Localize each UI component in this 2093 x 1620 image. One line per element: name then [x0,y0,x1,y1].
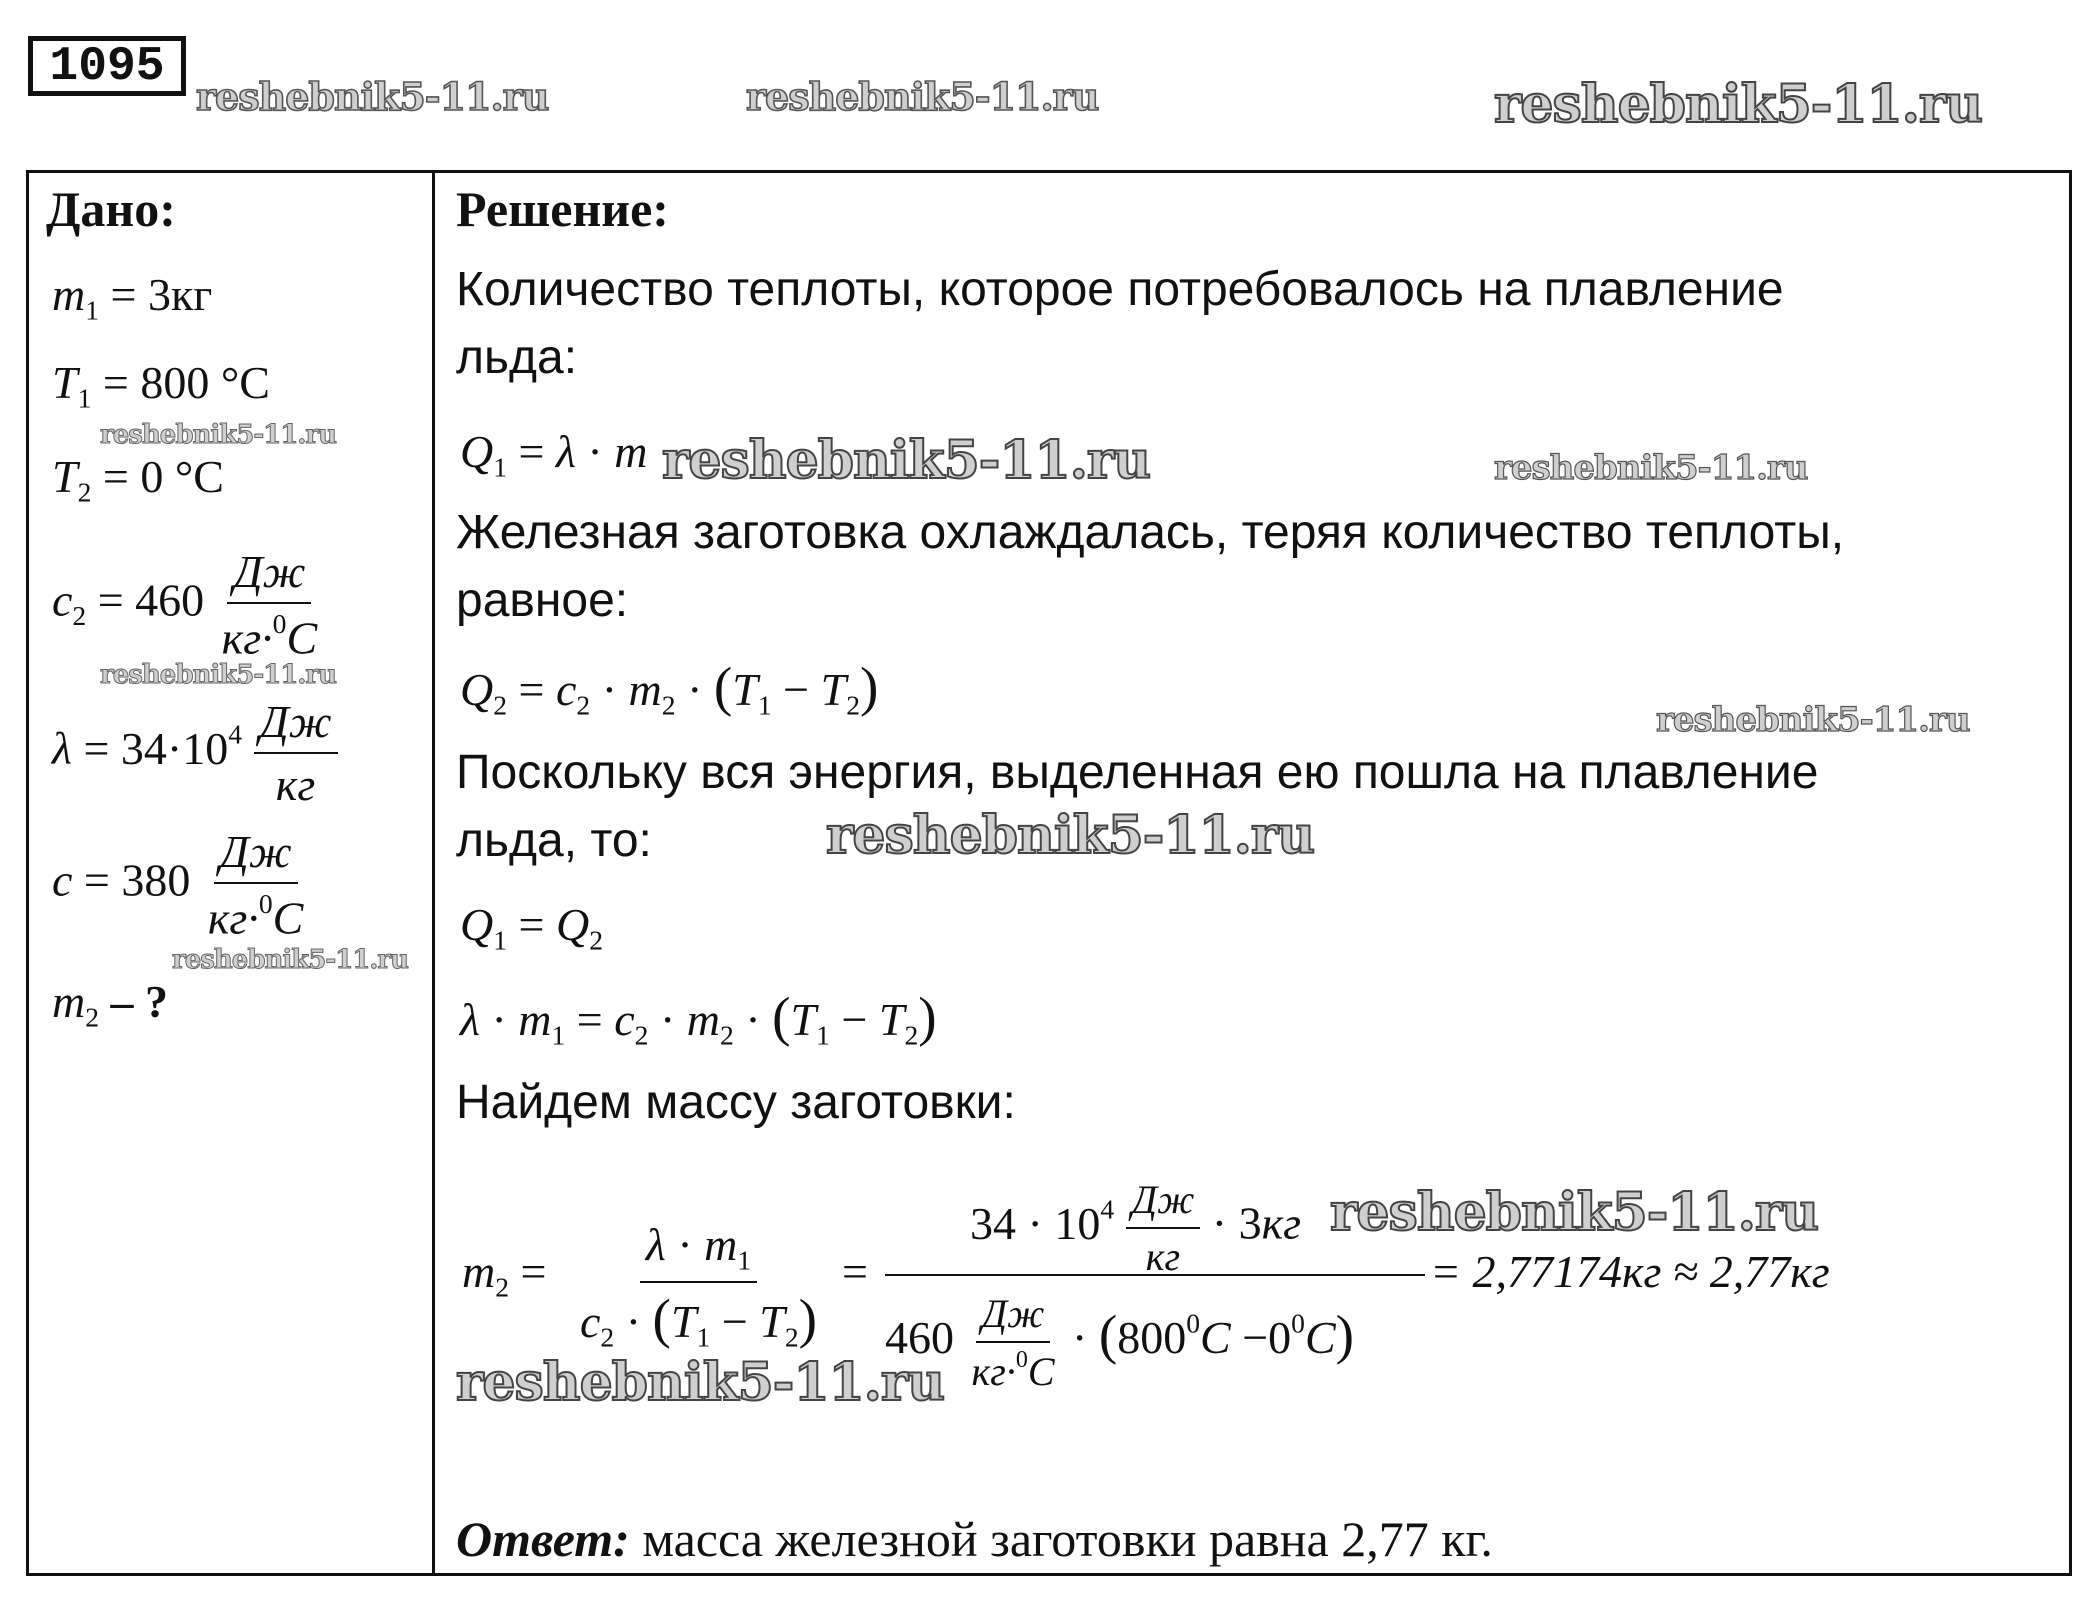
given-m1: $m_1 = 3кг$ [52,269,213,326]
formula-q2: $Q_2 = c_2 \cdot m_2 \cdot (T_1 - T_2)$ [460,656,879,721]
solution-text-3b: льда, то: [456,814,652,867]
watermark: reshebnik5-11.ru [1494,448,1808,488]
solution-text-3a: Поскольку вся энергия, выделенная ею пошла на плавление [456,746,1819,799]
given-t2: $T_2 = 0$ °C [52,451,224,508]
solution-text-2a: Железная заготовка охлаждалась, теряя количество теплоты, [456,506,1845,559]
equals-sign: = [842,1246,868,1297]
unit-numerator: Дж [214,825,298,884]
problem-number: 1095 [28,36,186,96]
formula-balance: $\lambda \cdot m_1 = c_2 \cdot m_2 \cdot (T_1 - T_2)$ [460,986,937,1051]
formula-q1: $Q_1 = \lambda \cdot m$ [460,426,648,483]
solution-text-4: Найдем массу заготовки: [456,1076,1016,1129]
given-m1-value: = 3кг [110,269,213,320]
watermark: reshebnik5-11.ru [100,660,337,690]
main-numerator: $34 \cdot 10^4$ $\frac{Дж}{кг}$ · 3кг [970,1177,1302,1279]
solution-text-1b: льда: [456,331,578,384]
unit-fraction [202,825,309,945]
given-c2: $c_2 = 460$ $\frac{Дж}{кг\cdot^0C}$ [52,545,323,665]
formula-q-equal: $Q_1 = Q_2$ [460,899,604,956]
solution-heading: Решение: [456,181,669,237]
solution-text-2b: равное: [456,574,629,627]
answer-text: масса железной заготовки равна 2,77 кг. [629,1511,1493,1567]
unit-c: C [286,612,318,664]
given-t1: $T_1 = 800$ °C [52,357,270,414]
given-t2-value: = 0 °C [102,451,224,502]
result-value: = 2,77174кг ≈ 2,77кг [1430,1246,1830,1297]
degree-sup: 0 [272,608,287,639]
unit-kg: кг· [207,892,259,944]
unit-numerator: Дж [254,695,338,754]
given-heading: Дано: [46,181,176,237]
solution-text-1a: Количество теплоты, которое потребовалось на плавление [456,263,1784,316]
watermark: reshebnik5-11.ru [1494,74,1983,135]
answer-label: Ответ: [456,1511,630,1567]
watermark: reshebnik5-11.ru [1330,1182,1819,1243]
unit-c: C [272,892,304,944]
unit-fraction [216,545,323,665]
unit-denominator: кг [275,759,316,810]
lambda-mantissa: = 34·10 [83,722,229,774]
watermark: reshebnik5-11.ru [746,74,1099,119]
watermark: reshebnik5-11.ru [172,945,409,975]
lambda-exponent: 4 [228,717,242,749]
unit-numerator: Дж [227,545,311,604]
given-t1-value: = 800 °C [102,357,270,408]
given-find [52,975,168,1034]
given-c-value: = 380 [83,854,191,906]
unit-denominator [202,884,309,945]
unit-fraction [254,695,338,811]
watermark: reshebnik5-11.ru [662,430,1151,491]
watermark: reshebnik5-11.ru [456,1352,945,1413]
given-c: c = 380 $\frac{Дж}{кг\cdot^0C}$ [52,825,309,945]
watermark: reshebnik5-11.ru [826,805,1315,866]
find-question: – ? [99,976,169,1027]
find-var: m [52,976,86,1027]
given-c2-value: = 460 [97,574,205,626]
find-sub: 2 [85,1001,100,1033]
degree-sup: 0 [258,888,273,919]
watermark: reshebnik5-11.ru [100,420,337,450]
main-denominator: 460 $\frac{Дж}{кг\cdot^0C}$ · $(800^0C -0^0C)$ [885,1291,1355,1394]
watermark: reshebnik5-11.ru [196,74,549,119]
formula-m2-lhs: $m_2$ = [462,1246,547,1303]
watermark: reshebnik5-11.ru [1656,700,1970,740]
column-divider [432,170,435,1576]
answer-line [456,1510,1493,1568]
unit-kg: кг· [221,612,273,664]
given-lambda-value [83,717,242,774]
given-lambda: $\lambda = 34\cdot 10^4$ $\frac{Дж}{кг}$ [52,695,338,811]
unit-denominator [216,604,323,665]
formula-m2-fraction1: $\frac{\lambda \cdot m_1}{c_2 \cdot (T_1 - T_2)}$ [580,1219,818,1353]
